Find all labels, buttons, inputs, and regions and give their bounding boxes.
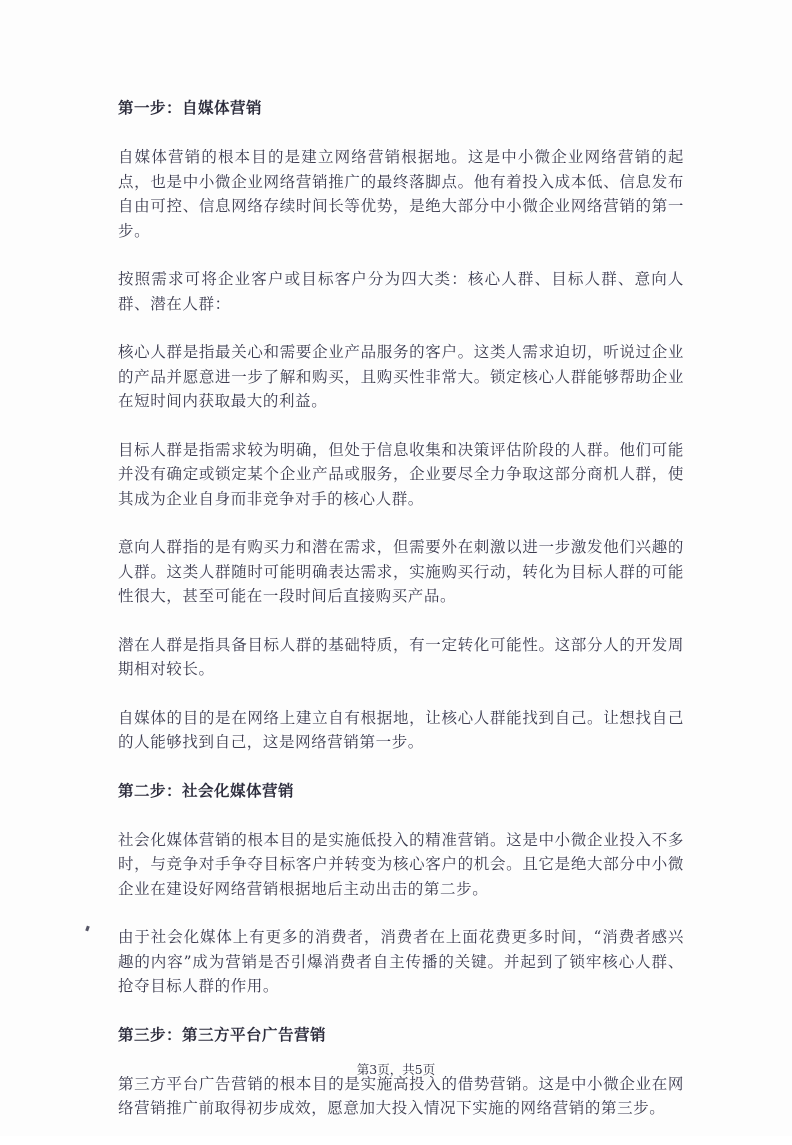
document-body bbox=[118, 96, 684, 1145]
page-number: 第3页，共5页 bbox=[356, 1062, 436, 1077]
section-1-paragraph-6: 潜在人群是指具备目标人群的基础特质，有一定转化可能性。这部分人的开发周期相对较长。 bbox=[118, 635, 684, 678]
section-1-paragraph-7: 自媒体的目的是在网络上建立自有根据地，让核心人群能找到自己。让想找自己的人能够找到自己，这是网络营销第一步。 bbox=[118, 708, 684, 751]
section-1-heading: 第一步：自媒体营销 bbox=[118, 99, 263, 117]
scan-mark bbox=[85, 926, 90, 932]
section-3-heading: 第三步：第三方平台广告营销 bbox=[118, 1025, 327, 1044]
section-1-paragraph-3: 核心人群是指最关心和需要企业产品服务的客户。这类人需求迫切，听说过企业的产品并愿意进一步了解和购买，且购买性非常大。锁定核心人群能够帮助企业在短时间内获取最大的利益。 bbox=[118, 343, 684, 410]
section-2-paragraph-1: 社会化媒体营销的根本目的是实施低投入的精准营销。这是中小微企业投入不多时，与竞争对手争夺目标客户并转变为核心客户的机会。且它是绝大部分中小微企业在建设好网络营销根据地后主动出击的第二步。 bbox=[118, 830, 684, 898]
section-2-heading: 第二步：社会化媒体营销 bbox=[118, 781, 295, 800]
section-1-paragraph-4: 目标人群是指需求较为明确，但处于信息收集和决策评估阶段的人群。他们可能并没有确定或锁定某个企业产品或服务，企业要尽全力争取这部分商机人群，使其成为企业自身而非竞争对手的核心人群。 bbox=[118, 440, 684, 508]
section-1-paragraph-2: 按照需求可将企业客户或目标客户分为四大类：核心人群、目标人群、意向人群、潜在人群： bbox=[118, 270, 684, 313]
section-1-paragraph-5: 意向人群指的是有购买力和潜在需求，但需要外在刺激以进一步激发他们兴趣的人群。这类人群随时可能明确表达需求，实施购买行动，转化为目标人群的可能性很大，甚至可能在一段时间后直接购买产品。 bbox=[118, 538, 684, 605]
section-3-paragraph-1: 第三方平台广告营销的根本目的是实施高投入的借势营销。这是中小微企业在网络营销推广前取得初步成效，愿意加大投入情况下实施的网络营销的第三步。 bbox=[118, 1074, 684, 1117]
section-1-paragraph-1: 自媒体营销的根本目的是建立网络营销根据地。这是中小微企业网络营销的起点，也是中小微企业网络营销推广的最终落脚点。他有着投入成本低、信息发布自由可控、信息网络存续时间长等优势，是绝大部分中小微企业网络营销的第一步。 bbox=[118, 148, 684, 240]
section-2-paragraph-2: 由于社会化媒体上有更多的消费者，消费者在上面花费更多时间，“消费者感兴趣的内容”成为营销是否引爆消费者自主传播的关键。并起到了锁牢核心人群、抢夺目标人群的作用。 bbox=[118, 928, 684, 995]
